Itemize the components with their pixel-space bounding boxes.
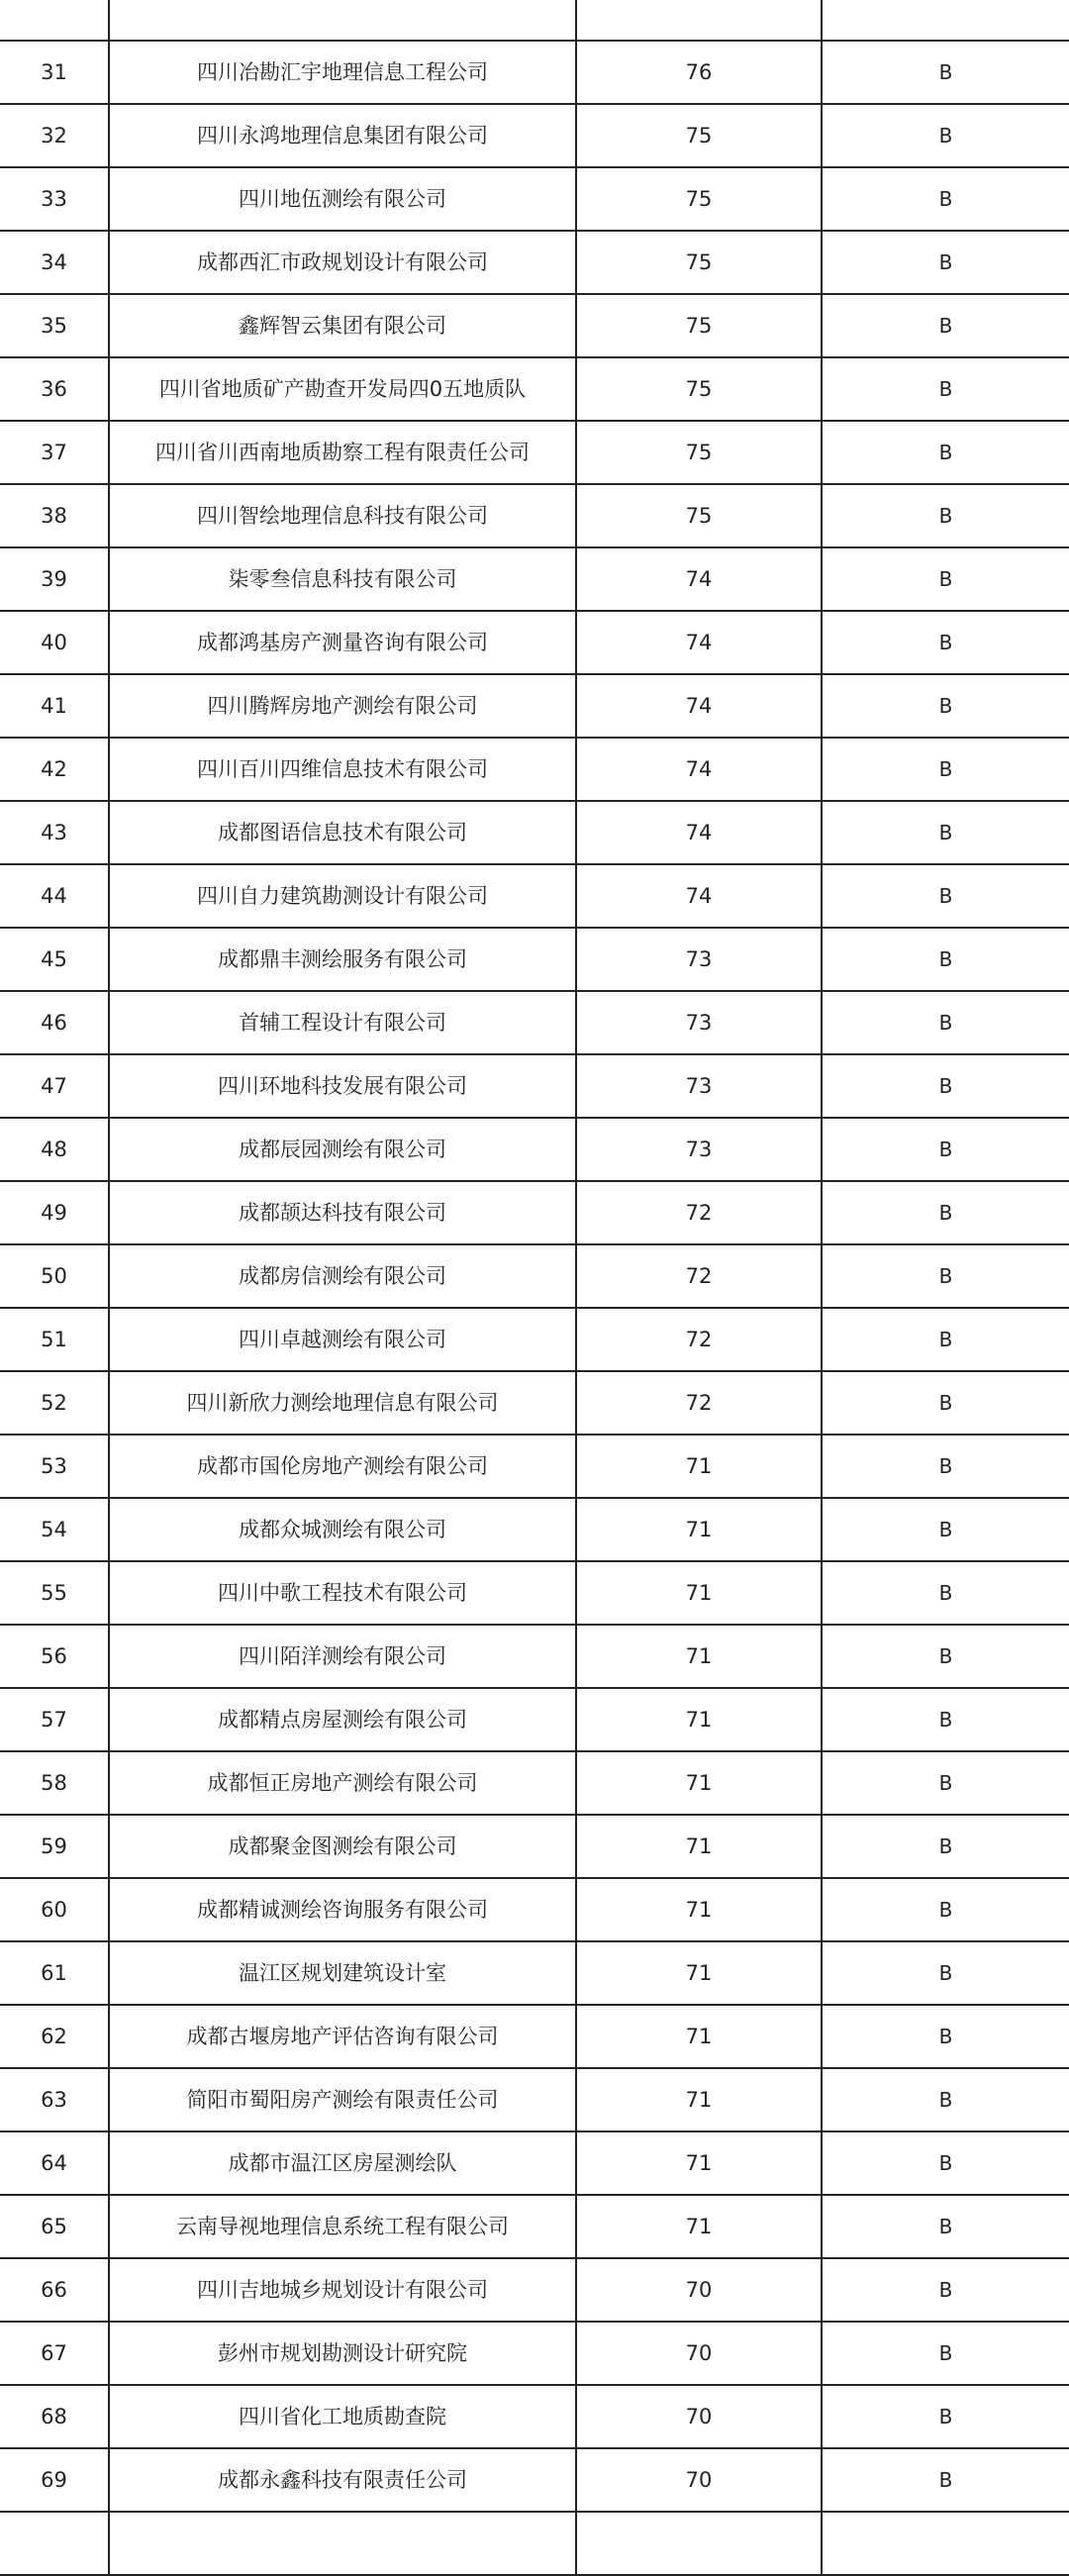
grade-cell: B — [822, 1941, 1069, 2005]
table-row — [0, 547, 1069, 611]
company-name-cell: 简阳市蜀阳房产测绘有限责任公司 — [109, 2068, 576, 2131]
score-cell: 71 — [576, 2131, 822, 2195]
company-name-cell: 成都恒正房地产测绘有限公司 — [109, 1751, 576, 1815]
table-row — [0, 167, 1069, 231]
row-number-cell: 43 — [0, 801, 109, 864]
grade-cell: B — [822, 2068, 1069, 2131]
grade-cell: B — [822, 1815, 1069, 1878]
score-cell: 70 — [576, 2258, 822, 2322]
score-cell: 73 — [576, 991, 822, 1054]
row-number-cell: 61 — [0, 1941, 109, 2005]
grade-cell: B — [822, 611, 1069, 674]
table-row — [0, 2512, 1069, 2575]
table-row — [0, 1435, 1069, 1498]
company-name-cell: 成都房信测绘有限公司 — [109, 1244, 576, 1308]
company-name-cell: 成都西汇市政规划设计有限公司 — [109, 231, 576, 294]
row-number-cell: 51 — [0, 1308, 109, 1371]
company-name-cell: 四川省化工地质勘查院 — [109, 2385, 576, 2448]
grade-cell: B — [822, 41, 1069, 104]
score-cell: 75 — [576, 484, 822, 547]
row-number-cell: 36 — [0, 357, 109, 421]
score-cell: 71 — [576, 1625, 822, 1688]
score-cell: 73 — [576, 1118, 822, 1181]
row-number-cell: 48 — [0, 1118, 109, 1181]
grade-cell: B — [822, 421, 1069, 484]
grade-cell: B — [822, 674, 1069, 738]
table-row — [0, 1815, 1069, 1878]
grade-cell: B — [822, 1751, 1069, 1815]
row-number-cell: 69 — [0, 2448, 109, 2512]
row-number-cell: 44 — [0, 864, 109, 928]
table-row — [0, 2195, 1069, 2258]
row-number-cell: 52 — [0, 1371, 109, 1435]
company-name-cell: 四川冶勘汇宇地理信息工程公司 — [109, 41, 576, 104]
grade-cell: B — [822, 484, 1069, 547]
table-row — [0, 2005, 1069, 2068]
row-number-cell: 34 — [0, 231, 109, 294]
score-cell: 70 — [576, 2322, 822, 2385]
company-name-cell: 成都众城测绘有限公司 — [109, 1498, 576, 1561]
grade-cell: B — [822, 738, 1069, 801]
grade-cell: B — [822, 357, 1069, 421]
table-row — [0, 2385, 1069, 2448]
company-name-cell — [109, 0, 576, 41]
score-cell — [576, 2512, 822, 2575]
score-cell: 72 — [576, 1371, 822, 1435]
score-cell: 71 — [576, 2068, 822, 2131]
row-number-cell: 32 — [0, 104, 109, 167]
row-number-cell: 47 — [0, 1054, 109, 1118]
score-cell: 70 — [576, 2385, 822, 2448]
grade-cell: B — [822, 167, 1069, 231]
grade-cell: B — [822, 1054, 1069, 1118]
table-row — [0, 1561, 1069, 1625]
table-row — [0, 1625, 1069, 1688]
row-number-cell: 64 — [0, 2131, 109, 2195]
score-cell: 75 — [576, 357, 822, 421]
grade-cell: B — [822, 2385, 1069, 2448]
score-cell: 75 — [576, 294, 822, 357]
row-number-cell: 60 — [0, 1878, 109, 1941]
table-row — [0, 2068, 1069, 2131]
company-name-cell: 四川陌洋测绘有限公司 — [109, 1625, 576, 1688]
company-name-cell: 四川地伍测绘有限公司 — [109, 167, 576, 231]
table-row — [0, 2131, 1069, 2195]
grade-cell: B — [822, 1498, 1069, 1561]
grade-cell: B — [822, 2005, 1069, 2068]
grade-cell: B — [822, 1561, 1069, 1625]
table-row — [0, 611, 1069, 674]
table-row — [0, 738, 1069, 801]
score-cell: 75 — [576, 231, 822, 294]
table-row — [0, 1751, 1069, 1815]
row-number-cell: 49 — [0, 1181, 109, 1244]
company-name-cell: 成都永鑫科技有限责任公司 — [109, 2448, 576, 2512]
company-name-cell: 首辅工程设计有限公司 — [109, 991, 576, 1054]
row-number-cell: 53 — [0, 1435, 109, 1498]
grade-cell: B — [822, 1688, 1069, 1751]
table-row — [0, 104, 1069, 167]
table-row — [0, 231, 1069, 294]
grade-cell: B — [822, 2258, 1069, 2322]
row-number-cell: 38 — [0, 484, 109, 547]
row-number-cell: 68 — [0, 2385, 109, 2448]
table-row — [0, 864, 1069, 928]
score-cell: 71 — [576, 2005, 822, 2068]
score-cell: 74 — [576, 864, 822, 928]
company-name-cell: 成都鼎丰测绘服务有限公司 — [109, 928, 576, 991]
score-cell: 75 — [576, 104, 822, 167]
score-cell: 74 — [576, 674, 822, 738]
company-name-cell: 彭州市规划勘测设计研究院 — [109, 2322, 576, 2385]
row-number-cell — [0, 0, 109, 41]
company-name-cell: 四川省川西南地质勘察工程有限责任公司 — [109, 421, 576, 484]
table-row — [0, 928, 1069, 991]
row-number-cell: 31 — [0, 41, 109, 104]
company-name-cell: 云南导视地理信息系统工程有限公司 — [109, 2195, 576, 2258]
company-name-cell — [109, 2512, 576, 2575]
table-row — [0, 1308, 1069, 1371]
company-name-cell: 成都辰园测绘有限公司 — [109, 1118, 576, 1181]
company-name-cell: 柒零叁信息科技有限公司 — [109, 547, 576, 611]
row-number-cell: 66 — [0, 2258, 109, 2322]
table-row — [0, 0, 1069, 41]
grade-cell: B — [822, 2448, 1069, 2512]
company-name-cell: 四川环地科技发展有限公司 — [109, 1054, 576, 1118]
score-cell: 71 — [576, 1878, 822, 1941]
grade-cell — [822, 0, 1069, 41]
row-number-cell: 50 — [0, 1244, 109, 1308]
score-cell — [576, 0, 822, 41]
score-cell: 72 — [576, 1308, 822, 1371]
grade-cell: B — [822, 1118, 1069, 1181]
company-name-cell: 成都市国伦房地产测绘有限公司 — [109, 1435, 576, 1498]
company-name-cell: 四川省地质矿产勘查开发局四0五地质队 — [109, 357, 576, 421]
score-cell: 73 — [576, 928, 822, 991]
table-row — [0, 2448, 1069, 2512]
company-name-cell: 四川智绘地理信息科技有限公司 — [109, 484, 576, 547]
table-row — [0, 1688, 1069, 1751]
table-row — [0, 41, 1069, 104]
grade-cell: B — [822, 1244, 1069, 1308]
score-cell: 73 — [576, 1054, 822, 1118]
company-name-cell: 成都精诚测绘咨询服务有限公司 — [109, 1878, 576, 1941]
company-name-cell: 四川腾辉房地产测绘有限公司 — [109, 674, 576, 738]
table-row — [0, 1941, 1069, 2005]
company-name-cell: 四川中歌工程技术有限公司 — [109, 1561, 576, 1625]
score-cell: 71 — [576, 2195, 822, 2258]
table-row — [0, 1878, 1069, 1941]
table-row — [0, 1181, 1069, 1244]
table-row — [0, 1054, 1069, 1118]
table-row — [0, 484, 1069, 547]
row-number-cell: 67 — [0, 2322, 109, 2385]
table-row — [0, 801, 1069, 864]
company-name-cell: 成都市温江区房屋测绘队 — [109, 2131, 576, 2195]
row-number-cell: 42 — [0, 738, 109, 801]
score-cell: 70 — [576, 2448, 822, 2512]
score-cell: 75 — [576, 167, 822, 231]
grade-cell: B — [822, 1181, 1069, 1244]
score-cell: 74 — [576, 801, 822, 864]
row-number-cell: 37 — [0, 421, 109, 484]
row-number-cell: 41 — [0, 674, 109, 738]
grade-cell: B — [822, 294, 1069, 357]
row-number-cell: 40 — [0, 611, 109, 674]
row-number-cell: 55 — [0, 1561, 109, 1625]
table-row — [0, 1498, 1069, 1561]
grade-cell: B — [822, 928, 1069, 991]
company-name-cell: 成都图语信息技术有限公司 — [109, 801, 576, 864]
grade-cell: B — [822, 1878, 1069, 1941]
score-cell: 71 — [576, 1561, 822, 1625]
score-cell: 71 — [576, 1815, 822, 1878]
company-name-cell: 四川新欣力测绘地理信息有限公司 — [109, 1371, 576, 1435]
company-name-cell: 成都精点房屋测绘有限公司 — [109, 1688, 576, 1751]
score-cell: 71 — [576, 1751, 822, 1815]
grade-cell: B — [822, 991, 1069, 1054]
row-number-cell: 65 — [0, 2195, 109, 2258]
table-row — [0, 1118, 1069, 1181]
score-cell: 72 — [576, 1181, 822, 1244]
grade-cell: B — [822, 1435, 1069, 1498]
table-row — [0, 294, 1069, 357]
grade-cell: B — [822, 864, 1069, 928]
grade-cell: B — [822, 801, 1069, 864]
score-cell: 75 — [576, 421, 822, 484]
grade-cell: B — [822, 2195, 1069, 2258]
score-cell: 74 — [576, 738, 822, 801]
row-number-cell: 33 — [0, 167, 109, 231]
row-number-cell: 62 — [0, 2005, 109, 2068]
row-number-cell: 54 — [0, 1498, 109, 1561]
score-cell: 74 — [576, 611, 822, 674]
score-cell: 71 — [576, 1941, 822, 2005]
company-name-cell: 成都聚金图测绘有限公司 — [109, 1815, 576, 1878]
row-number-cell: 57 — [0, 1688, 109, 1751]
score-cell: 71 — [576, 1498, 822, 1561]
company-name-cell: 成都古堰房地产评估咨询有限公司 — [109, 2005, 576, 2068]
row-number-cell: 45 — [0, 928, 109, 991]
grade-cell: B — [822, 2131, 1069, 2195]
company-name-cell: 四川自力建筑勘测设计有限公司 — [109, 864, 576, 928]
row-number-cell: 56 — [0, 1625, 109, 1688]
row-number-cell: 59 — [0, 1815, 109, 1878]
row-number-cell: 63 — [0, 2068, 109, 2131]
score-cell: 71 — [576, 1435, 822, 1498]
row-number-cell: 39 — [0, 547, 109, 611]
company-name-cell: 四川吉地城乡规划设计有限公司 — [109, 2258, 576, 2322]
table-row — [0, 2322, 1069, 2385]
row-number-cell — [0, 2512, 109, 2575]
table-row — [0, 357, 1069, 421]
row-number-cell: 58 — [0, 1751, 109, 1815]
score-cell: 71 — [576, 1688, 822, 1751]
company-name-cell: 鑫辉智云集团有限公司 — [109, 294, 576, 357]
grade-cell: B — [822, 231, 1069, 294]
table-row — [0, 674, 1069, 738]
grade-cell: B — [822, 1308, 1069, 1371]
score-cell: 72 — [576, 1244, 822, 1308]
grade-cell: B — [822, 547, 1069, 611]
grade-cell: B — [822, 2322, 1069, 2385]
company-name-cell: 四川永鸿地理信息集团有限公司 — [109, 104, 576, 167]
row-number-cell: 46 — [0, 991, 109, 1054]
company-name-cell: 成都鸿基房产测量咨询有限公司 — [109, 611, 576, 674]
table-row — [0, 991, 1069, 1054]
company-name-cell: 四川卓越测绘有限公司 — [109, 1308, 576, 1371]
table-row — [0, 2258, 1069, 2322]
grade-cell: B — [822, 1625, 1069, 1688]
table-row — [0, 421, 1069, 484]
score-cell: 74 — [576, 547, 822, 611]
grade-cell: B — [822, 104, 1069, 167]
grade-cell — [822, 2512, 1069, 2575]
company-name-cell: 四川百川四维信息技术有限公司 — [109, 738, 576, 801]
score-cell: 76 — [576, 41, 822, 104]
company-name-cell: 成都颉达科技有限公司 — [109, 1181, 576, 1244]
grade-cell: B — [822, 1371, 1069, 1435]
row-number-cell: 35 — [0, 294, 109, 357]
table-row — [0, 1371, 1069, 1435]
table-row — [0, 1244, 1069, 1308]
company-name-cell: 温江区规划建筑设计室 — [109, 1941, 576, 2005]
